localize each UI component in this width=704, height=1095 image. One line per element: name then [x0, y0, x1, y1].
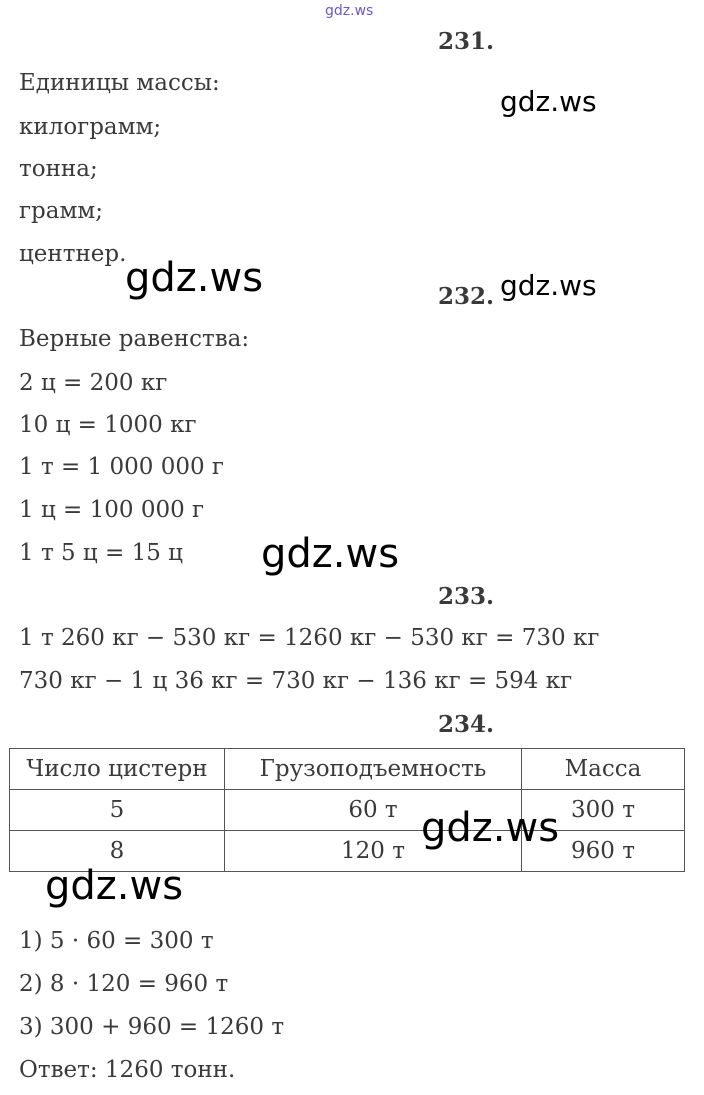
table-cell: 60 т	[225, 790, 522, 831]
task-231-number: 231.	[438, 28, 495, 55]
table-cell: 120 т	[225, 831, 522, 872]
task-232-line-2: 2 ц = 200 кг	[19, 370, 168, 396]
task-234-number: 234.	[438, 711, 495, 738]
task-231-line-3: тонна;	[19, 156, 98, 182]
table-cell: 8	[10, 831, 225, 872]
task-232-line-4: 1 т = 1 000 000 г	[19, 454, 224, 480]
table-cell: 960 т	[522, 831, 685, 872]
table-header-cell: Число цистерн	[10, 749, 225, 790]
task-231-line-4: грамм;	[19, 198, 104, 224]
mass-table	[9, 748, 685, 872]
task-234-answer: Ответ: 1260 тонн.	[19, 1057, 236, 1083]
task-232-line-1: Верные равенства:	[19, 326, 250, 352]
task-232-line-5: 1 ц = 100 000 г	[19, 497, 205, 523]
table-header-cell: Масса	[522, 749, 685, 790]
watermark-2: gdz.ws	[125, 255, 264, 301]
table-cell: 300 т	[522, 790, 685, 831]
task-232-line-3: 10 ц = 1000 кг	[19, 412, 197, 438]
task-233-line-2: 730 кг − 1 ц 36 кг = 730 кг − 136 кг = 594 кг	[19, 668, 573, 694]
task-234-line-2: 2) 8 · 120 = 960 т	[19, 971, 229, 997]
task-231-line-2: килограмм;	[19, 114, 162, 140]
watermark-3: gdz.ws	[500, 269, 597, 302]
watermark-4: gdz.ws	[261, 531, 400, 577]
task-234-line-1: 1) 5 · 60 = 300 т	[19, 928, 214, 954]
task-231-line-5: центнер.	[19, 241, 127, 267]
watermark-top: gdz.ws	[325, 3, 374, 19]
task-232-line-6: 1 т 5 ц = 15 ц	[19, 540, 183, 566]
table-cell: 5	[10, 790, 225, 831]
table-header-row	[10, 749, 685, 790]
task-231-line-1: Единицы массы:	[19, 70, 220, 96]
task-232-number: 232.	[438, 283, 495, 310]
table-row	[10, 790, 685, 831]
table-header-cell: Грузоподъемность	[225, 749, 522, 790]
watermark-5: gdz.ws	[421, 805, 560, 851]
watermark-6: gdz.ws	[45, 863, 184, 909]
task-233-number: 233.	[438, 583, 495, 610]
task-233-line-1: 1 т 260 кг − 530 кг = 1260 кг − 530 кг = 730 кг	[19, 625, 600, 651]
task-234-line-3: 3) 300 + 960 = 1260 т	[19, 1014, 285, 1040]
watermark-1: gdz.ws	[500, 85, 597, 118]
